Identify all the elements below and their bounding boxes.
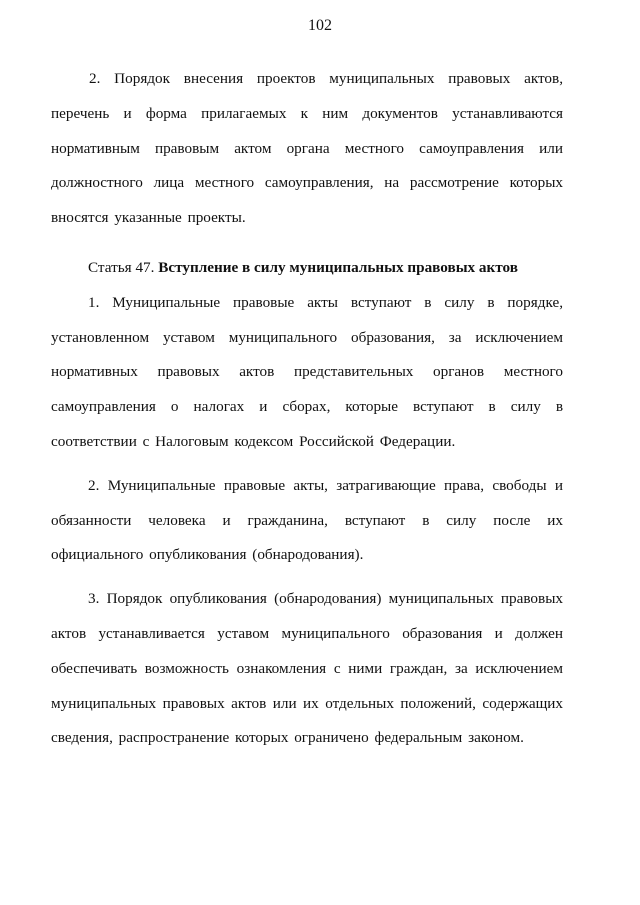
document-body bbox=[51, 62, 563, 756]
article-heading bbox=[51, 251, 563, 286]
page-number: 102 bbox=[308, 17, 332, 34]
article-title: Вступление в силу муниципальных правовых актов bbox=[158, 258, 518, 276]
article-number: Статья 47. bbox=[88, 258, 155, 276]
paragraph-section-2: 2. Порядок внесения проектов муниципальных правовых актов, перечень и форма прилагаемых к ним документов устанавливаются нормативным правовым актом органа местного самоуправления или должностного лица местного самоуправления, на рассмотрение которых вносятся указанные проекты. bbox=[51, 70, 563, 227]
article-paragraph-3: 3. Порядок опубликования (обнародования) муниципальных правовых актов устанавливается уставом муниципального образования и должен обеспечивать возможность ознакомления с ними граждан, за исключением муниципальных правовых актов или их отдельных положений, содержащих сведения, распространение которых ограничено федеральным законом. bbox=[51, 590, 563, 747]
article-paragraph-1: 1. Муниципальные правовые акты вступают в силу в порядке, установленном уставом муниципального образования, за исключением нормативных правовых актов представительных органов местного самоуправления о налогах и сборах, которые вступают в силу в соответствии с Налоговым кодексом Российской Федерации. bbox=[51, 293, 563, 450]
article-paragraph-2: 2. Муниципальные правовые акты, затрагивающие права, свободы и обязанности человека и гражданина, вступают в силу после их официального опубликования (обнародования). bbox=[51, 476, 563, 564]
